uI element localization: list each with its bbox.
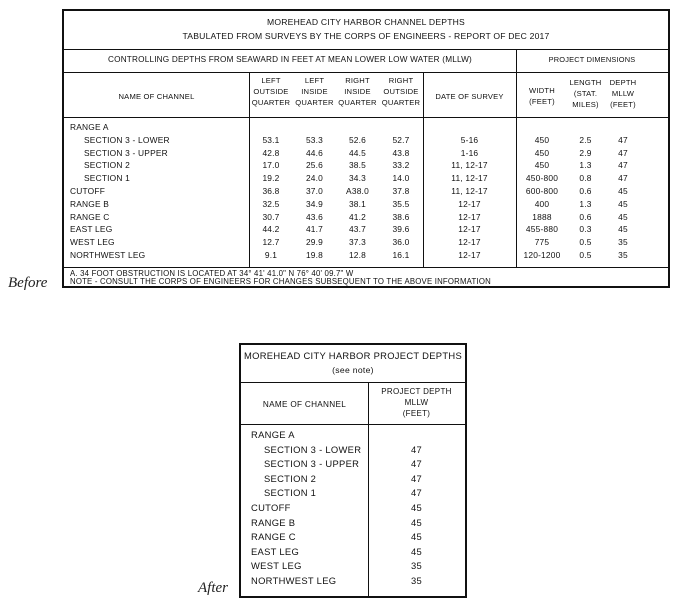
cell-depth: 47 [618,147,628,158]
cell-ri: 41.2 [348,211,367,222]
after-cell-depth: 47 [410,443,423,455]
cell-width: 455-880 [525,224,559,235]
cell-ri: 52.6 [348,134,367,145]
cell-date: 12-17 [458,237,481,248]
header-length: LENGTH (STAT. MILES) [569,78,602,109]
cell-li: 53.3 [305,134,324,145]
controlling-depths-header: CONTROLLING DEPTHS FROM SEAWARD IN FEET AT MEAN LOWER LOW WATER (MLLW) [108,55,472,64]
cell-lo: 42.8 [262,147,280,158]
cell-lo: 12.7 [262,237,280,248]
cell-ro: 33.2 [392,160,410,171]
cell-lo: 30.7 [262,211,280,222]
channel-name: SECTION 2 [84,160,131,171]
cell-li: 41.7 [305,224,324,235]
after-cell-depth: 47 [410,472,423,484]
cell-ro: 16.1 [392,250,410,260]
cell-depth: 47 [618,160,628,171]
cell-ro: 35.5 [392,198,410,209]
cell-width: 450 [534,134,550,145]
cell-lo: 9.1 [264,250,278,260]
cell-ro: 39.6 [392,224,410,235]
cell-length: 0.5 [579,237,592,248]
cell-li: 19.8 [305,250,324,260]
cell-length: 2.9 [579,147,592,158]
cell-ro: 14.0 [392,173,410,184]
cell-ri: 43.7 [348,224,367,235]
cell-ri: 37.3 [348,237,367,248]
cell-width: 775 [534,237,550,248]
cell-ro: 52.7 [392,134,410,145]
after-cell-depth: 35 [410,560,423,572]
header-name-of-channel: NAME OF CHANNEL [118,92,195,101]
cell-ro: 43.8 [392,147,410,158]
cell-depth: 47 [618,134,628,145]
header-right-outside: RIGHT OUTSIDE QUARTER [381,76,421,107]
header-depth: DEPTH MLLW (FEET) [609,78,637,109]
cell-ri [336,121,379,134]
cell-length: 0.6 [579,211,592,222]
cell-li: 25.6 [305,160,324,171]
cell-lo [249,121,293,134]
cell-lo: 17.0 [262,160,280,171]
cell-li: 37.0 [305,186,324,196]
cell-width: 450 [534,160,550,171]
cell-lo: 32.5 [262,198,280,209]
cell-depth: 45 [618,186,628,196]
cell-depth: 35 [618,250,628,260]
header-left-inside: LEFT INSIDE QUARTER [295,76,334,107]
cell-date: 12-17 [458,198,481,209]
cell-width: 600-800 [525,186,559,196]
header-date-of-survey: DATE OF SURVEY [435,92,504,101]
cell-ri: 38.1 [348,198,367,209]
cell-lo: 44.2 [262,224,280,235]
after-cell-depth: 47 [410,487,423,499]
cell-lo: 53.1 [262,134,280,145]
after-channel-name: SECTION 3 - UPPER [264,458,360,470]
after-table [239,343,467,598]
after-header-project-depth: PROJECT DEPTH MLLW (FEET) [381,387,452,418]
cell-li: 34.9 [305,198,324,209]
before-table [62,9,670,288]
after-channel-name: EAST LEG [251,545,300,557]
cell-width: 1888 [532,211,552,222]
cell-ro: 37.8 [392,186,410,196]
cell-width: 450-800 [525,173,559,184]
cell-ro [379,121,423,134]
cell-lo: 36.8 [262,186,280,196]
after-cell-depth: 45 [410,531,423,543]
cell-width: 450 [534,147,550,158]
cell-length: 1.3 [579,198,592,209]
cell-depth: 45 [618,198,628,209]
cell-width: 400 [534,198,550,209]
cell-date: 12-17 [458,224,481,235]
channel-name: NORTHWEST LEG [70,250,146,260]
cell-lo: 19.2 [262,173,280,184]
channel-name: SECTION 1 [84,173,131,184]
cell-li: 43.6 [305,211,324,222]
after-channel-name: RANGE A [251,429,295,440]
after-channel-name: RANGE C [251,531,296,543]
cell-depth: 35 [618,237,628,248]
cell-ro: 36.0 [392,237,410,248]
cell-date [423,121,516,134]
after-channel-name: SECTION 2 [264,472,317,484]
cell-date: 11, 12-17 [451,173,488,184]
cell-ro: 38.6 [392,211,410,222]
after-cell-depth: 35 [410,575,423,586]
cell-length: 0.8 [579,173,592,184]
before-note: NOTE - CONSULT THE CORPS OF ENGINEERS FOR CHANGES SUBSEQUENT TO THE ABOVE INFORMATION [70,277,491,286]
cell-length: 0.6 [579,186,592,196]
channel-name: RANGE A [70,122,109,132]
cell-ri: 34.3 [348,173,367,184]
channel-name: SECTION 3 - LOWER [84,134,170,145]
cell-depth: 45 [618,211,628,222]
header-width: WIDTH (FEET) [529,86,555,106]
header-right-inside: RIGHT INSIDE QUARTER [338,76,377,107]
cell-length: 0.5 [579,250,592,260]
after-cell-depth: 45 [410,516,423,528]
cell-li: 29.9 [305,237,324,248]
cell-date: 11, 12-17 [451,186,488,196]
cell-depth: 45 [618,224,628,235]
after-channel-name: WEST LEG [251,560,302,572]
after-caption: After [198,580,228,596]
project-dimensions-header: PROJECT DIMENSIONS [548,55,636,64]
after-cell-depth: 45 [410,502,423,513]
header-left-outside: LEFT OUTSIDE QUARTER [251,76,291,107]
after-channel-name: NORTHWEST LEG [251,575,337,586]
channel-name: RANGE C [70,211,110,222]
channel-name: RANGE B [70,198,110,209]
cell-length: 2.5 [579,134,592,145]
before-note-a: A. 34 FOOT OBSTRUCTION IS LOCATED AT 34° 41' 41.0" N 76° 40' 09.7" W [70,269,354,278]
channel-name: SECTION 3 - UPPER [84,147,168,158]
channel-name: EAST LEG [70,224,113,235]
cell-length: 0.3 [579,224,592,235]
cell-li: 24.0 [305,173,324,184]
channel-name: CUTOFF [70,186,106,196]
before-caption: Before [8,275,48,291]
cell-depth [603,121,643,134]
before-title-line2: TABULATED FROM SURVEYS BY THE CORPS OF ENGINEERS - REPORT OF DEC 2017 [182,31,550,41]
before-title-line1: MOREHEAD CITY HARBOR CHANNEL DEPTHS [266,17,465,27]
cell-ri: A38.0 [346,186,369,196]
after-title: MOREHEAD CITY HARBOR PROJECT DEPTHS [244,350,462,361]
cell-width: 120-1200 [523,250,561,260]
after-cell-depth: 47 [410,458,423,470]
cell-length: 1.3 [579,160,592,171]
cell-width [516,121,568,134]
cell-li: 44.6 [305,147,324,158]
cell-date: 5-16 [460,134,479,145]
after-cell-depth: 45 [410,545,423,557]
after-channel-name: RANGE B [251,516,296,528]
cell-date: 12-17 [458,250,481,260]
cell-date: 11, 12-17 [451,160,488,171]
cell-ri: 38.5 [348,160,367,171]
after-channel-name: SECTION 3 - LOWER [264,443,362,455]
cell-depth: 47 [618,173,628,184]
after-subtitle: (see note) [332,365,374,375]
cell-ri: 12.8 [348,250,367,260]
after-channel-name: CUTOFF [251,502,291,513]
cell-li [293,121,336,134]
after-cell-depth [368,428,465,443]
channel-name: WEST LEG [70,237,115,248]
cell-date: 12-17 [458,211,481,222]
after-header-name-of-channel: NAME OF CHANNEL [262,400,347,409]
after-channel-name: SECTION 1 [264,487,317,499]
cell-ri: 44.5 [348,147,367,158]
cell-length [568,121,603,134]
cell-date: 1-16 [460,147,479,158]
